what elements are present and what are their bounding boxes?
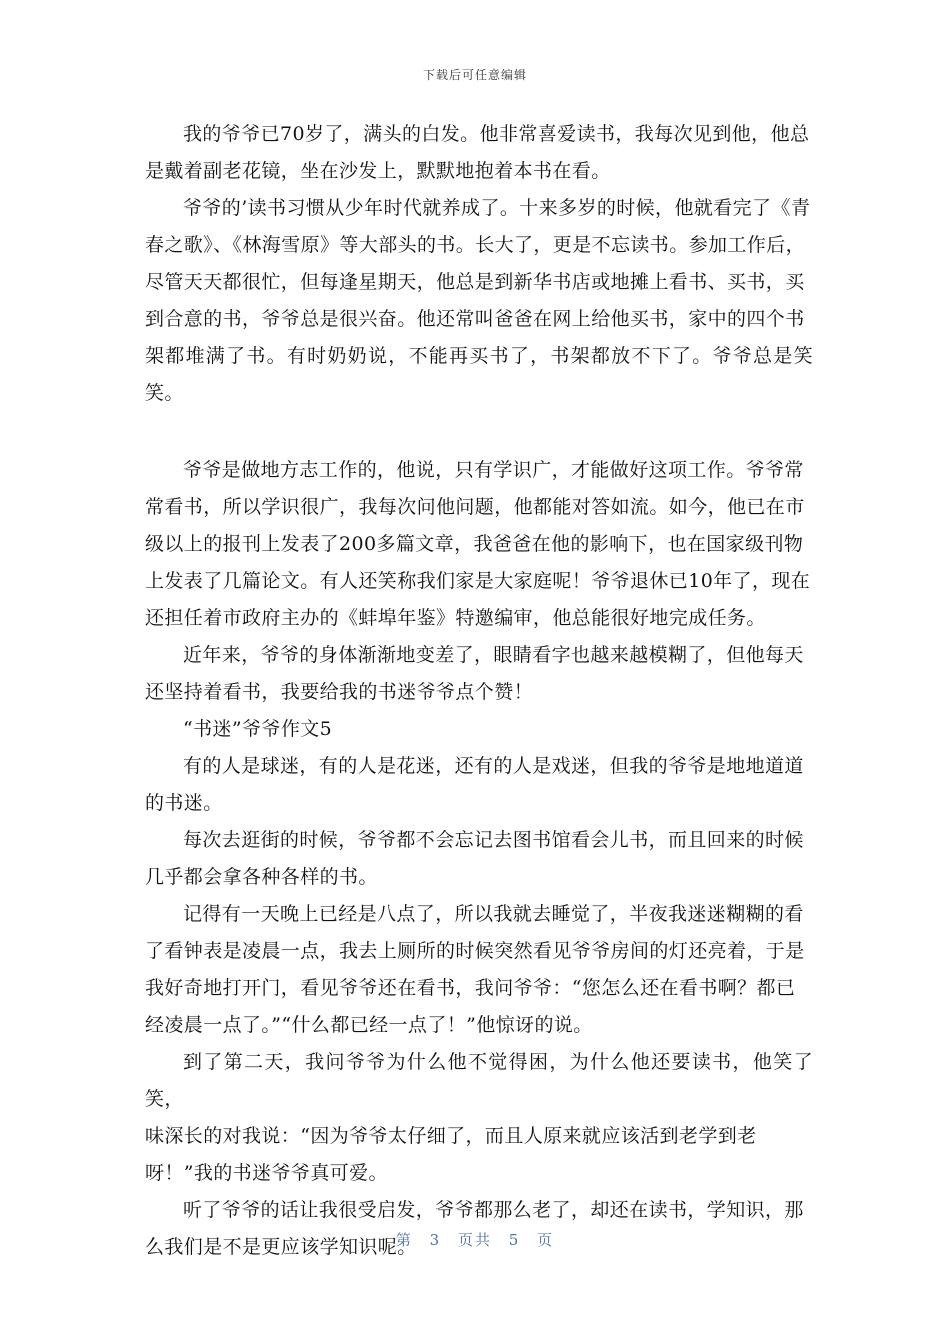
paragraph-grandpa-intro: 我的爷爷已70岁了，满头的白发。他非常喜爱读书，我每次见到他，他总 是戴着副老花镜，坐在沙发上，默默地抱着本书在看。 [145,123,810,182]
paragraph-bookworm-intro: 有的人是球迷，有的人是花迷，还有的人是戏迷，但我的爷爷是地地道道 的书迷。 [145,755,804,814]
page-number-footer: 第 3 页共 5 页 [395,1231,555,1249]
paragraph-gap [145,412,813,452]
paragraph-local-chronicles: 爷爷是做地方志工作的，他说，只有学识广，才能做好这项工作。爷爷常 常看书，所以学识很广，我每次问他问题，他都能对答如流。如今，他已在市 级以上的报刊上发表了200多篇文章，我爸爸在他的影响下，也在国家级刊物 上发表了几篇论文。有人还笑称我们家是大家庭呢！爷爷退休已10年了，现在 还担任着市政府主办的《蚌埠年鉴》特邀编审，他总能很好地完成任务。 [145,459,811,629]
paragraph-next-day: 到了第二天，我问爷爷为什么他不觉得困，为什么他还要读书，他笑了笑， 味深长的对我说：“因为爷爷太仔细了，而且人原来就应该活到老学到老 呀！”我的书迷爷爷真可爱。 [145,1051,813,1184]
paragraph-conclusion: 听了爷爷的话让我很受启发，爷爷都那么老了，却还在读书，学知识，那 么我们是不是更应该学知识呢。 [145,1199,804,1258]
page-header: 下载后可任意编辑 [422,68,527,82]
paragraph-reading-habit: 爷爷的’读书习惯从少年时代就养成了。十来多岁的时候，他就看完了《青 春之歌》、《林海雪原》等大部头的书。长大了，更是不忘读书。参加工作后， 尽管天天都很忙，但每逢星期天，他总是到新华书店或地摊上看书、买书，买 到合意的书，爷爷总是很兴奋。他还常叫爸爸在网上给他买书，家中的四个书 架都堆满了书。有时奶奶说，不能再买书了，书架都放不下了。爷爷总是笑笑。 [145,197,813,404]
paragraph-midnight-reading: 记得有一天晚上已经是八点了，所以我就去睡觉了，半夜我迷迷糊糊的看 了看钟表是凌晨一点，我去上厕所的时候突然看见爷爷房间的灯还亮着，于是 我好奇地打开门，看见爷爷还在看书，我问爷爷：“您怎么还在看书啊？都已 经凌晨一点了。”“什么都已经一点了！”他惊讶的说。 [145,903,805,1036]
paragraph-recent-years: 近年来，爷爷的身体渐渐地变差了，眼睛看字也越来越模糊了，但他每天 还坚持着看书，我要给我的书迷爷爷点个赞！ [145,644,804,703]
document-body [145,116,813,1266]
essay-title: “书迷”爷爷作文5 [183,718,333,740]
paragraph-library-visits: 每次去逛街的时候，爷爷都不会忘记去图书馆看会儿书，而且回来的时候 几乎都会拿各种各样的书。 [145,829,804,888]
